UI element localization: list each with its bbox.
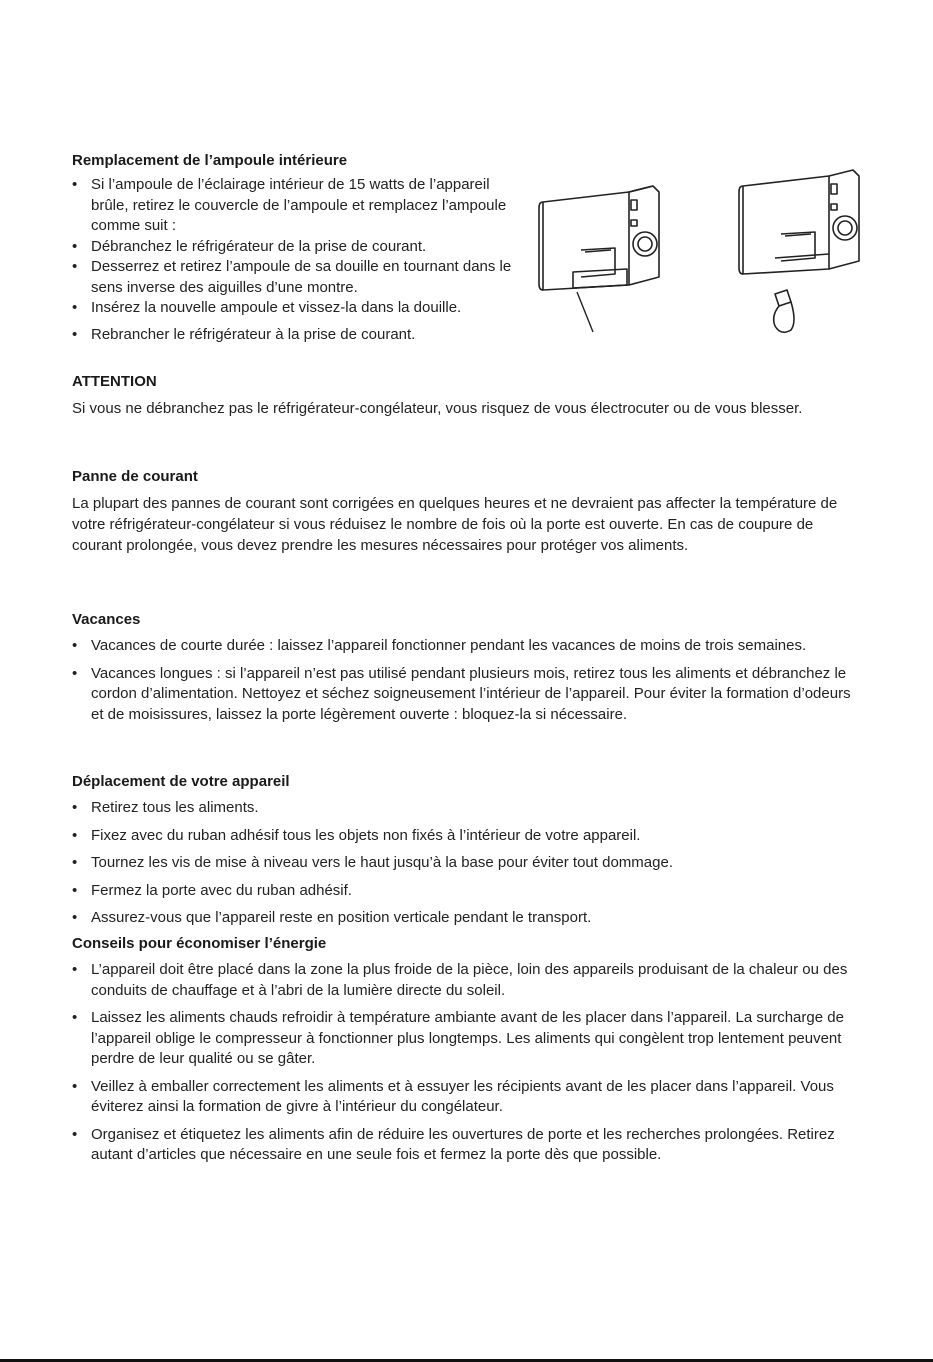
lamp-section [72,151,542,345]
list-item-text: Insérez la nouvelle ampoule et vissez-la dans la douille. [91,299,462,316]
energy-section [72,934,867,1166]
list-item-text: Rebrancher le réfrigérateur à la prise de courant. [91,325,416,343]
list-item [72,881,867,902]
list-item-text: Débranchez le réfrigérateur de la prise de courant. [91,237,427,255]
list-item [72,960,867,1001]
list-item [72,636,867,657]
vacation-heading: Vacances [72,611,141,628]
energy-list [72,960,867,1166]
attention-heading: ATTENTION [72,373,157,390]
lamp-housing-with-cover-icon [535,182,665,337]
list-item [72,798,867,819]
outage-text: La plupart des pannes de courant sont corrigées en quelques heures et ne devraient pas affecter la température de votre réfrigérateur-congélateur si vous réduisez le nombre de fois où la porte est ouverte. En cas de coupure de courant prolongée, vous devez prendre les mesures nécessaires pour protéger vos aliments. [72,495,838,554]
list-item [72,826,867,847]
moving-heading: Déplacement de votre appareil [72,773,290,790]
list-item [72,1008,867,1070]
outage-heading: Panne de courant [72,468,198,485]
list-item-text: Si l’ampoule de l’éclairage intérieur de 15 watts de l’appareil brûle, retirez le couvercle de l’ampoule et remplacez l’ampoule comme suit : [91,176,507,234]
lamp-steps-list [72,175,542,345]
vacation-section [72,610,867,725]
list-item [72,298,551,319]
vacation-list [72,636,867,725]
list-item [72,257,536,298]
attention-section [72,372,862,419]
list-item [72,664,867,726]
list-item-text: Assurez-vous que l’appareil reste en position verticale pendant le transport. [91,909,592,926]
list-item-text: Veillez à emballer correctement les aliments et à essuyer les récipients avant de les placer dans l’appareil. Vous éviterez ainsi la formation de givre à l’intérieur du congélateur. [91,1077,834,1115]
list-item-text: Laissez les aliments chauds refroidir à température ambiante avant de les placer dans l’appareil. La surcharge de l’appareil oblige le compresseur à fonctionner plus longtemps. Les aliments qui congèlent trop lentement peuvent perdre de leur qualité ou se gâter. [91,1009,844,1067]
list-item [72,237,542,258]
list-item [72,853,867,874]
lamp-heading: Remplacement de l’ampoule intérieure [72,152,348,169]
list-item-text: L’appareil doit être placé dans la zone la plus froide de la pièce, loin des appareils produisant de la chaleur ou des conduits de chauffage et à l’abri de la lumière directe du soleil. [91,961,848,999]
list-item-text: Retirez tous les aliments. [91,799,259,816]
list-item [72,175,511,237]
list-item-text: Fixez avec du ruban adhésif tous les objets non fixés à l’intérieur de votre appareil. [91,826,641,844]
list-item [72,1125,867,1166]
list-item [72,325,542,346]
list-item-text: Organisez et étiquetez les aliments afin de réduire les ouvertures de porte et les recherches prolongées. Retirez autant d’articles que nécessaire en une seule fois et fermez la porte dès que possible. [91,1125,835,1163]
list-item [72,908,867,929]
lamp-housing-bulb-removed-icon [735,166,867,341]
moving-list [72,798,867,929]
list-item-text: Vacances longues : si l’appareil n’est pas utilisé pendant plusieurs mois, retirez tous les aliments et débranchez le cordon d’alimentation. Nettoyez et séchez soigneusement l’intérieur de l’appareil. Pour éviter la formation d’odeurs et de moisissures, laissez la porte légèrement ouverte : bloquez-la si nécessaire. [91,664,851,723]
energy-heading: Conseils pour économiser l’énergie [72,935,327,952]
list-item-text: Desserrez et retirez l’ampoule de sa douille en tournant dans le sens inverse des aiguilles d’une montre. [91,258,512,296]
list-item-text: Fermez la porte avec du ruban adhésif. [91,881,352,899]
outage-section [72,467,862,556]
list-item-text: Tournez les vis de mise à niveau vers le haut jusqu’à la base pour éviter tout dommage. [91,854,673,871]
list-item [72,1077,867,1118]
attention-text: Si vous ne débranchez pas le réfrigérateur-congélateur, vous risquez de vous électrocuter ou de vous blesser. [72,400,803,417]
moving-section [72,772,867,929]
list-item-text: Vacances de courte durée : laissez l’appareil fonctionner pendant les vacances de moins de trois semaines. [91,637,807,654]
